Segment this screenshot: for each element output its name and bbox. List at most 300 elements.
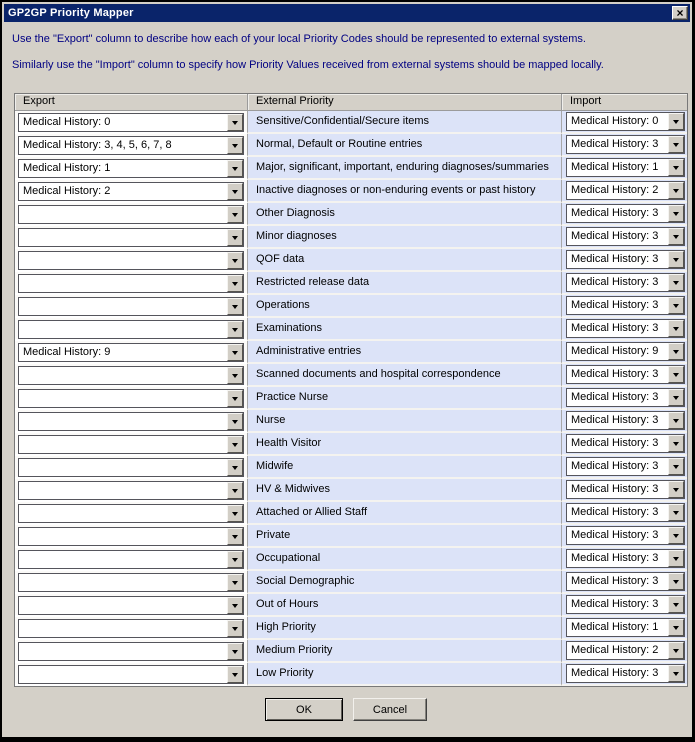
dropdown-arrow-button[interactable] <box>227 482 243 499</box>
selected-value: Medical History: 3 <box>571 460 659 472</box>
export-cell <box>15 594 248 617</box>
selected-value: Medical History: 3 <box>571 529 659 541</box>
table-header-row <box>15 94 687 111</box>
selected-value <box>19 551 227 568</box>
selected-value: Medical History: 0 <box>23 116 111 128</box>
chevron-down-icon <box>232 581 238 585</box>
selected-value <box>19 459 227 476</box>
chevron-down-icon <box>673 580 679 584</box>
export-cell <box>15 410 248 433</box>
chevron-down-icon <box>232 558 238 562</box>
selected-value: Medical History: 1 <box>571 161 659 173</box>
import-priority-dropdown[interactable] <box>566 526 685 545</box>
dropdown-arrow-button[interactable] <box>227 436 243 453</box>
chevron-down-icon <box>673 511 679 515</box>
table-row <box>15 571 687 594</box>
dropdown-arrow-button[interactable] <box>668 665 684 682</box>
import-cell <box>562 479 687 502</box>
selected-value: Medical History: 3, 4, 5, 6, 7, 8 <box>23 139 172 151</box>
dropdown-arrow-button[interactable] <box>227 206 243 223</box>
chevron-down-icon <box>232 351 238 355</box>
import-priority-dropdown[interactable] <box>566 227 685 246</box>
chevron-down-icon <box>673 327 679 331</box>
import-priority-dropdown[interactable] <box>566 135 685 154</box>
external-priority-label: High Priority <box>248 617 562 640</box>
dropdown-arrow-button[interactable] <box>668 642 684 659</box>
chevron-down-icon <box>232 328 238 332</box>
chevron-down-icon <box>232 190 238 194</box>
import-cell <box>562 387 687 410</box>
chevron-down-icon <box>673 672 679 676</box>
chevron-down-icon <box>232 259 238 263</box>
dropdown-arrow-button[interactable] <box>668 136 684 153</box>
chevron-down-icon <box>673 488 679 492</box>
export-cell <box>15 479 248 502</box>
export-priority-dropdown[interactable] <box>18 435 244 454</box>
export-cell <box>15 249 248 272</box>
export-priority-dropdown[interactable] <box>18 343 244 362</box>
ok-button[interactable] <box>265 698 343 721</box>
dropdown-arrow-button[interactable] <box>227 137 243 154</box>
external-priority-label: Other Diagnosis <box>248 203 562 226</box>
table-row <box>15 640 687 663</box>
chevron-down-icon <box>232 305 238 309</box>
import-cell <box>562 318 687 341</box>
external-priority-label: Minor diagnoses <box>248 226 562 249</box>
chevron-down-icon <box>673 649 679 653</box>
import-priority-dropdown[interactable] <box>566 365 685 384</box>
export-cell <box>15 318 248 341</box>
table-row <box>15 410 687 433</box>
export-priority-dropdown[interactable] <box>18 504 244 523</box>
dropdown-arrow-button[interactable] <box>227 367 243 384</box>
table-row <box>15 111 687 134</box>
selected-value: Medical History: 3 <box>571 230 659 242</box>
export-cell <box>15 387 248 410</box>
chevron-down-icon <box>232 650 238 654</box>
export-cell <box>15 364 248 387</box>
chevron-down-icon <box>232 673 238 677</box>
export-priority-dropdown[interactable] <box>18 136 244 155</box>
import-priority-dropdown[interactable] <box>566 549 685 568</box>
import-priority-dropdown[interactable] <box>566 112 685 131</box>
chevron-down-icon <box>673 396 679 400</box>
cancel-button[interactable] <box>353 698 427 721</box>
export-cell <box>15 433 248 456</box>
export-priority-dropdown[interactable] <box>18 389 244 408</box>
import-priority-dropdown[interactable] <box>566 342 685 361</box>
dropdown-arrow-button[interactable] <box>227 298 243 315</box>
chevron-down-icon <box>673 442 679 446</box>
close-button[interactable] <box>672 6 688 20</box>
selected-value: Medical History: 2 <box>23 185 111 197</box>
chevron-down-icon <box>232 397 238 401</box>
export-cell <box>15 180 248 203</box>
dropdown-arrow-button[interactable] <box>227 114 243 131</box>
chevron-down-icon <box>232 535 238 539</box>
external-priority-label: Low Priority <box>248 663 562 686</box>
import-priority-dropdown[interactable] <box>566 296 685 315</box>
dropdown-arrow-button[interactable] <box>668 113 684 130</box>
chevron-down-icon <box>673 373 679 377</box>
chevron-down-icon <box>673 143 679 147</box>
selected-value: Medical History: 3 <box>571 368 659 380</box>
external-priority-label: Major, significant, important, enduring diagnoses/summaries <box>248 157 562 180</box>
export-cell <box>15 617 248 640</box>
table-row <box>15 272 687 295</box>
selected-value <box>19 597 227 614</box>
chevron-down-icon <box>232 121 238 125</box>
chevron-down-icon <box>673 120 679 124</box>
table-row <box>15 295 687 318</box>
selected-value <box>19 298 227 315</box>
table-row <box>15 341 687 364</box>
import-cell <box>562 502 687 525</box>
selected-value: Medical History: 2 <box>571 184 659 196</box>
dropdown-arrow-button[interactable] <box>668 297 684 314</box>
dropdown-arrow-button[interactable] <box>227 643 243 660</box>
table-row <box>15 617 687 640</box>
table-row <box>15 594 687 617</box>
title-bar <box>4 4 690 22</box>
table-row <box>15 364 687 387</box>
dropdown-arrow-button[interactable] <box>227 666 243 683</box>
import-priority-dropdown[interactable] <box>566 457 685 476</box>
import-priority-dropdown[interactable] <box>566 273 685 292</box>
import-priority-dropdown[interactable] <box>566 618 685 637</box>
dropdown-arrow-button[interactable] <box>668 228 684 245</box>
dropdown-arrow-button[interactable] <box>227 183 243 200</box>
external-priority-label: Inactive diagnoses or non-enduring events or past history <box>248 180 562 203</box>
window-title: GP2GP Priority Mapper <box>8 7 134 19</box>
chevron-down-icon <box>673 235 679 239</box>
dropdown-arrow-button[interactable] <box>227 390 243 407</box>
selected-value: Medical History: 9 <box>23 346 111 358</box>
external-priority-label: Attached or Allied Staff <box>248 502 562 525</box>
export-priority-dropdown[interactable] <box>18 113 244 132</box>
chevron-down-icon <box>232 627 238 631</box>
external-priority-label: Sensitive/Confidential/Secure items <box>248 111 562 134</box>
export-priority-dropdown[interactable] <box>18 274 244 293</box>
import-priority-dropdown[interactable] <box>566 664 685 683</box>
dropdown-arrow-button[interactable] <box>668 343 684 360</box>
export-instruction-text: Use the "Export" column to describe how each of your local Priority Codes should be represented to external systems. <box>12 33 586 45</box>
export-priority-dropdown[interactable] <box>18 251 244 270</box>
export-priority-dropdown[interactable] <box>18 366 244 385</box>
selected-value <box>19 482 227 499</box>
external-priority-label: Medium Priority <box>248 640 562 663</box>
external-priority-label: Examinations <box>248 318 562 341</box>
dropdown-arrow-button[interactable] <box>668 320 684 337</box>
dropdown-arrow-button[interactable] <box>668 389 684 406</box>
import-priority-dropdown[interactable] <box>566 503 685 522</box>
mapping-table-body <box>15 111 687 686</box>
import-cell <box>562 364 687 387</box>
selected-value <box>19 206 227 223</box>
import-cell <box>562 295 687 318</box>
selected-value <box>19 436 227 453</box>
export-priority-dropdown[interactable] <box>18 550 244 569</box>
import-priority-dropdown[interactable] <box>566 388 685 407</box>
import-priority-dropdown[interactable] <box>566 572 685 591</box>
dropdown-arrow-button[interactable] <box>668 412 684 429</box>
external-priority-label: Private <box>248 525 562 548</box>
table-row <box>15 479 687 502</box>
chevron-down-icon <box>232 420 238 424</box>
dropdown-arrow-button[interactable] <box>227 459 243 476</box>
dropdown-arrow-button[interactable] <box>227 620 243 637</box>
export-priority-dropdown[interactable] <box>18 619 244 638</box>
export-cell <box>15 157 248 180</box>
external-priority-label: Operations <box>248 295 562 318</box>
chevron-down-icon <box>232 489 238 493</box>
selected-value: Medical History: 3 <box>571 138 659 150</box>
import-cell <box>562 456 687 479</box>
export-cell <box>15 295 248 318</box>
table-row <box>15 433 687 456</box>
dropdown-arrow-button[interactable] <box>668 596 684 613</box>
dropdown-arrow-button[interactable] <box>227 321 243 338</box>
dropdown-arrow-button[interactable] <box>668 573 684 590</box>
dropdown-arrow-button[interactable] <box>227 252 243 269</box>
import-priority-dropdown[interactable] <box>566 158 685 177</box>
dropdown-arrow-button[interactable] <box>668 182 684 199</box>
export-cell <box>15 502 248 525</box>
selected-value <box>19 252 227 269</box>
import-priority-dropdown[interactable] <box>566 595 685 614</box>
selected-value: Medical History: 3 <box>571 276 659 288</box>
import-cell <box>562 180 687 203</box>
dropdown-arrow-button[interactable] <box>227 597 243 614</box>
external-priority-label: Scanned documents and hospital correspondence <box>248 364 562 387</box>
export-priority-dropdown[interactable] <box>18 159 244 178</box>
ok-button-label: OK <box>296 703 312 716</box>
dropdown-arrow-button[interactable] <box>227 528 243 545</box>
selected-value <box>19 367 227 384</box>
export-priority-dropdown[interactable] <box>18 320 244 339</box>
import-cell <box>562 525 687 548</box>
import-priority-dropdown[interactable] <box>566 204 685 223</box>
table-row <box>15 318 687 341</box>
export-cell <box>15 548 248 571</box>
import-priority-dropdown[interactable] <box>566 434 685 453</box>
selected-value: Medical History: 0 <box>571 115 659 127</box>
dropdown-arrow-button[interactable] <box>668 619 684 636</box>
selected-value: Medical History: 3 <box>571 391 659 403</box>
chevron-down-icon <box>673 465 679 469</box>
selected-value <box>19 666 227 683</box>
selected-value <box>19 528 227 545</box>
import-priority-dropdown[interactable] <box>566 181 685 200</box>
import-cell <box>562 663 687 686</box>
selected-value <box>19 390 227 407</box>
dropdown-arrow-button[interactable] <box>668 550 684 567</box>
table-row <box>15 663 687 686</box>
dropdown-arrow-button[interactable] <box>668 205 684 222</box>
export-priority-dropdown[interactable] <box>18 481 244 500</box>
import-priority-dropdown[interactable] <box>566 250 685 269</box>
export-cell <box>15 640 248 663</box>
selected-value: Medical History: 3 <box>571 552 659 564</box>
export-priority-dropdown[interactable] <box>18 458 244 477</box>
export-priority-dropdown[interactable] <box>18 412 244 431</box>
export-cell <box>15 525 248 548</box>
table-row <box>15 249 687 272</box>
table-row <box>15 226 687 249</box>
export-priority-dropdown[interactable] <box>18 297 244 316</box>
import-priority-dropdown[interactable] <box>566 411 685 430</box>
import-priority-dropdown[interactable] <box>566 641 685 660</box>
import-cell <box>562 617 687 640</box>
table-row <box>15 180 687 203</box>
selected-value <box>19 229 227 246</box>
dropdown-arrow-button[interactable] <box>668 159 684 176</box>
priority-mapping-table <box>14 93 688 687</box>
chevron-down-icon <box>232 144 238 148</box>
selected-value: Medical History: 3 <box>571 322 659 334</box>
dropdown-arrow-button[interactable] <box>227 229 243 246</box>
external-priority-label: Occupational <box>248 548 562 571</box>
selected-value: Medical History: 1 <box>571 621 659 633</box>
export-cell <box>15 203 248 226</box>
export-priority-dropdown[interactable] <box>18 665 244 684</box>
chevron-down-icon <box>673 557 679 561</box>
cancel-button-label: Cancel <box>372 703 408 716</box>
table-row <box>15 456 687 479</box>
export-cell <box>15 341 248 364</box>
export-cell <box>15 134 248 157</box>
dropdown-arrow-button[interactable] <box>227 160 243 177</box>
dropdown-arrow-button[interactable] <box>668 458 684 475</box>
selected-value: Medical History: 2 <box>571 644 659 656</box>
external-priority-label: Nurse <box>248 410 562 433</box>
selected-value <box>19 275 227 292</box>
export-cell <box>15 456 248 479</box>
selected-value <box>19 505 227 522</box>
export-cell <box>15 272 248 295</box>
table-row <box>15 502 687 525</box>
chevron-down-icon <box>673 534 679 538</box>
selected-value <box>19 620 227 637</box>
external-priority-label: Restricted release data <box>248 272 562 295</box>
import-cell <box>562 272 687 295</box>
import-priority-dropdown[interactable] <box>566 319 685 338</box>
import-instruction-text: Similarly use the "Import" column to specify how Priority Values received from external systems should be mapped locally. <box>12 59 604 71</box>
external-priority-label: Out of Hours <box>248 594 562 617</box>
chevron-down-icon <box>673 258 679 262</box>
table-row <box>15 525 687 548</box>
selected-value: Medical History: 3 <box>571 506 659 518</box>
export-cell <box>15 663 248 686</box>
dropdown-arrow-button[interactable] <box>227 505 243 522</box>
dropdown-arrow-button[interactable] <box>668 435 684 452</box>
dropdown-arrow-button[interactable] <box>227 344 243 361</box>
export-priority-dropdown[interactable] <box>18 573 244 592</box>
chevron-down-icon <box>232 236 238 240</box>
import-cell <box>562 548 687 571</box>
dropdown-arrow-button[interactable] <box>227 551 243 568</box>
chevron-down-icon <box>673 626 679 630</box>
dropdown-arrow-button[interactable] <box>668 366 684 383</box>
selected-value: Medical History: 3 <box>571 414 659 426</box>
dropdown-arrow-button[interactable] <box>668 251 684 268</box>
import-column-header: Import <box>562 94 687 111</box>
chevron-down-icon <box>673 189 679 193</box>
export-priority-dropdown[interactable] <box>18 596 244 615</box>
export-priority-dropdown[interactable] <box>18 205 244 224</box>
export-cell <box>15 111 248 134</box>
close-icon: × <box>676 6 684 20</box>
dropdown-arrow-button[interactable] <box>227 275 243 292</box>
selected-value: Medical History: 3 <box>571 437 659 449</box>
chevron-down-icon <box>673 304 679 308</box>
chevron-down-icon <box>232 374 238 378</box>
dropdown-arrow-button[interactable] <box>668 481 684 498</box>
dropdown-arrow-button[interactable] <box>227 574 243 591</box>
external-priority-label: Administrative entries <box>248 341 562 364</box>
export-cell <box>15 571 248 594</box>
selected-value: Medical History: 3 <box>571 575 659 587</box>
import-cell <box>562 203 687 226</box>
external-priority-label: Midwife <box>248 456 562 479</box>
chevron-down-icon <box>673 603 679 607</box>
chevron-down-icon <box>232 213 238 217</box>
external-priority-label: Practice Nurse <box>248 387 562 410</box>
external-priority-column-header: External Priority <box>248 94 562 111</box>
selected-value: Medical History: 9 <box>571 345 659 357</box>
chevron-down-icon <box>673 212 679 216</box>
selected-value: Medical History: 3 <box>571 483 659 495</box>
external-priority-label: Health Visitor <box>248 433 562 456</box>
export-priority-dropdown[interactable] <box>18 228 244 247</box>
chevron-down-icon <box>673 350 679 354</box>
external-priority-label: QOF data <box>248 249 562 272</box>
import-priority-dropdown[interactable] <box>566 480 685 499</box>
selected-value: Medical History: 3 <box>571 667 659 679</box>
export-priority-dropdown[interactable] <box>18 527 244 546</box>
external-priority-label: HV & Midwives <box>248 479 562 502</box>
import-cell <box>562 249 687 272</box>
dropdown-arrow-button[interactable] <box>668 274 684 291</box>
selected-value: Medical History: 3 <box>571 207 659 219</box>
selected-value <box>19 643 227 660</box>
table-row <box>15 387 687 410</box>
selected-value: Medical History: 3 <box>571 253 659 265</box>
chevron-down-icon <box>232 167 238 171</box>
export-priority-dropdown[interactable] <box>18 642 244 661</box>
dropdown-arrow-button[interactable] <box>668 504 684 521</box>
chevron-down-icon <box>673 281 679 285</box>
external-priority-label: Normal, Default or Routine entries <box>248 134 562 157</box>
import-cell <box>562 111 687 134</box>
chevron-down-icon <box>673 166 679 170</box>
export-column-header: Export <box>15 94 248 111</box>
selected-value <box>19 321 227 338</box>
chevron-down-icon <box>232 466 238 470</box>
export-cell <box>15 226 248 249</box>
export-priority-dropdown[interactable] <box>18 182 244 201</box>
dropdown-arrow-button[interactable] <box>227 413 243 430</box>
dropdown-arrow-button[interactable] <box>668 527 684 544</box>
chevron-down-icon <box>232 604 238 608</box>
table-row <box>15 548 687 571</box>
selected-value <box>19 574 227 591</box>
selected-value: Medical History: 3 <box>571 598 659 610</box>
table-row <box>15 157 687 180</box>
import-cell <box>562 594 687 617</box>
table-row <box>15 203 687 226</box>
chevron-down-icon <box>232 512 238 516</box>
